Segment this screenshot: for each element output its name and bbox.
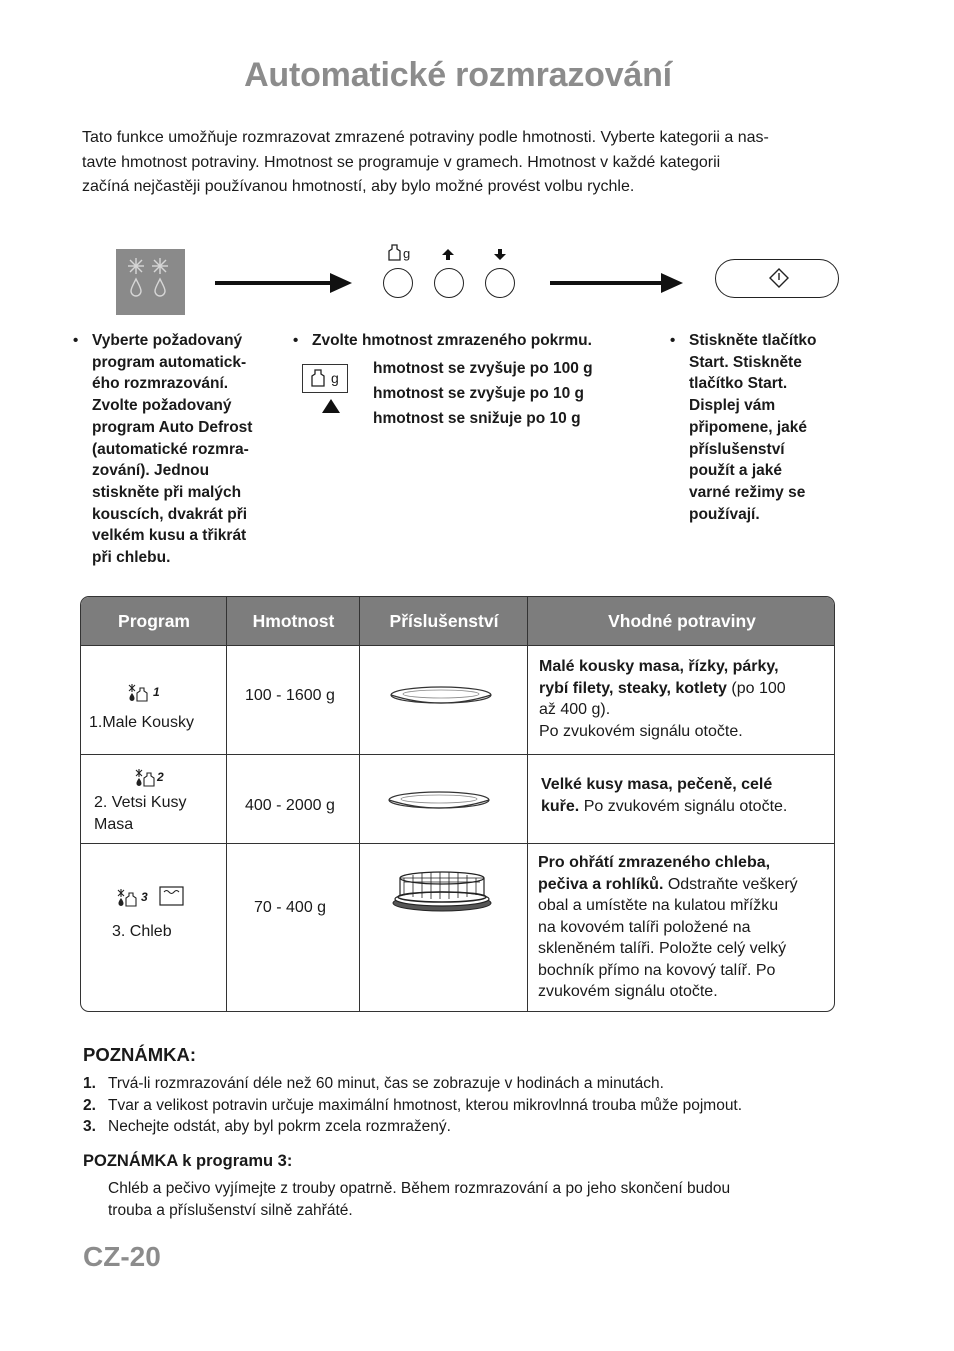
- food-text: bochník přímo na kovový talíř. Po: [538, 961, 776, 979]
- header-accessory: Příslušenství: [389, 611, 499, 631]
- food-description: [541, 774, 787, 817]
- arrow-right-icon: [215, 281, 335, 285]
- down-arrow-icon: [494, 249, 506, 260]
- weight-down-button[interactable]: [485, 268, 515, 298]
- note-item: [83, 1075, 664, 1093]
- step-2-lines: [373, 356, 593, 431]
- step-line: použít a jaké: [689, 462, 783, 480]
- step-line: Vyberte požadovaný: [92, 332, 243, 349]
- bullet: •: [293, 332, 299, 349]
- step-line: program Auto Defrost: [92, 418, 253, 436]
- note-text: Trvá-li rozmrazování déle než 60 minut, čas se zobrazuje v hodinách a minutách.: [108, 1075, 664, 1092]
- program3-note-text: [108, 1178, 730, 1222]
- note-item: [83, 1118, 451, 1136]
- step-line: tlačítko Start.: [689, 375, 788, 393]
- food-text: Po zvukovém signálu otočte.: [539, 722, 743, 740]
- program-number: 2: [157, 770, 164, 784]
- header-food: Vhodné potraviny: [608, 611, 756, 631]
- food-text: Odstraňte veškerý: [663, 875, 798, 893]
- intro-paragraph: [82, 126, 842, 200]
- glass-tray-icon: [387, 790, 492, 812]
- intro-line: začíná nejčastěji používanou hmotností, aby bylo možné provést volbu rychle.: [82, 178, 635, 195]
- program-table: [80, 596, 835, 1012]
- food-text: až 400 g).: [539, 701, 611, 718]
- food-text: pečiva a rohlíků.: [538, 875, 664, 893]
- step-2-title: Zvolte hmotnost zmrazeného pokrmu.: [312, 332, 592, 349]
- weight-100g-button[interactable]: [383, 268, 413, 298]
- food-text: skleněném talíři. Položte celý velký: [538, 940, 787, 957]
- intro-line: Tato funkce umožňuje rozmrazovat zmrazené potraviny podle hmotnosti. Vyberte kategorii a nas-: [82, 129, 769, 146]
- auto-defrost-button[interactable]: [116, 249, 185, 315]
- step-line: velkém kusu a třikrát: [92, 527, 247, 545]
- oven-icon: [159, 886, 184, 906]
- bullet: •: [73, 332, 79, 349]
- step-line: Displej vám: [689, 397, 776, 415]
- step-line: hmotnost se zvyšuje po 100 g: [373, 360, 593, 377]
- food-text: Velké kusy masa, pečeně, celé: [541, 776, 773, 793]
- step-line: kouscích, dvakrát při: [92, 505, 248, 523]
- table-header: [81, 597, 834, 645]
- intro-line: tavte hmotnost potraviny. Hmotnost se programuje v gramech. Hmotnost v každé kategorii: [82, 153, 721, 171]
- step-3-text: [689, 330, 817, 525]
- arrowhead-icon: [330, 273, 352, 293]
- arrowhead-icon: [661, 273, 683, 293]
- program-name-line: Masa: [94, 815, 134, 833]
- step-line: hmotnost se snižuje po 10 g: [373, 410, 581, 427]
- program-name-line: 2. Vetsi Kusy: [94, 794, 187, 811]
- food-text: (po 100: [726, 679, 786, 697]
- defrost-program-icon: [135, 769, 165, 792]
- step-line: stiskněte při malých: [92, 483, 242, 501]
- step-line: Stiskněte tlačítko: [689, 332, 817, 349]
- food-text: kuře.: [541, 797, 580, 815]
- food-text: Pro ohřátí zmrazeného chleba,: [538, 854, 771, 871]
- program-number: 1: [153, 685, 160, 699]
- note-heading: POZNÁMKA:: [83, 1044, 197, 1065]
- weight-range: 400 - 2000 g: [245, 797, 335, 814]
- step-line: Start. Stiskněte: [689, 353, 802, 371]
- step-line: Zvolte požadovaný: [92, 397, 232, 415]
- table-row: [81, 646, 226, 754]
- step-line: připomene, jaké: [689, 418, 808, 436]
- defrost-program-icon: [117, 889, 147, 912]
- program-name: [94, 792, 187, 835]
- step-line: používají.: [689, 505, 760, 523]
- program-number: 3: [141, 890, 148, 904]
- table-row: [81, 755, 226, 843]
- step-line: hmotnost se zvyšuje po 10 g: [373, 385, 585, 402]
- step-line: při chlebu.: [92, 549, 171, 567]
- program-name: 3. Chleb: [112, 923, 172, 940]
- glass-tray-icon: [389, 685, 494, 707]
- step-1-text: [92, 330, 252, 569]
- weight-unit-label: g: [331, 370, 339, 386]
- note-number: 1.: [83, 1075, 96, 1092]
- up-arrow-icon: [442, 249, 454, 260]
- weight-range: 70 - 400 g: [254, 899, 327, 916]
- note-item: [83, 1097, 742, 1115]
- step-line: příslušenství: [689, 440, 785, 458]
- arrow-right-icon: [550, 281, 666, 285]
- note-text: Nechejte odstát, aby byl pokrm zcela rozmražený.: [108, 1118, 451, 1135]
- start-icon: [769, 268, 789, 288]
- weight-unit-label: g: [403, 246, 411, 261]
- food-description: [539, 656, 786, 742]
- header-weight: Hmotnost: [252, 611, 335, 631]
- food-text: na kovovém talíři položené na: [538, 918, 751, 936]
- step-line: program automatick-: [92, 353, 247, 371]
- food-text: rybí filety, steaky, kotlety: [539, 679, 727, 697]
- note-number: 2.: [83, 1097, 96, 1114]
- step-line: varné režimy se: [689, 483, 806, 501]
- note-line: trouba a příslušenství silně zahřáté.: [108, 1202, 353, 1219]
- note-line: Chléb a pečivo vyjímejte z trouby opatrně. Během rozmrazování a po jeho skončení budou: [108, 1180, 731, 1197]
- snowflake-drop-icon: [116, 249, 185, 315]
- up-triangle-icon: [322, 399, 340, 413]
- note-number: 3.: [83, 1118, 96, 1135]
- page-number: CZ-20: [83, 1241, 161, 1272]
- weight-button-symbol: [302, 364, 348, 393]
- page-title: Automatické rozmrazování: [244, 56, 672, 94]
- food-text: Malé kousky masa, řízky, párky,: [539, 658, 779, 675]
- program-name: 1.Male Kousky: [89, 714, 194, 731]
- food-text: zvukovém signálu otočte.: [538, 983, 718, 1000]
- food-text: obal a umístěte na kulatou mřížku: [538, 897, 779, 914]
- note-text: Tvar a velikost potravin určuje maximální hmotnost, kterou mikrovlnná trouba může pojmout.: [108, 1097, 743, 1114]
- start-button[interactable]: [715, 259, 839, 298]
- step-line: ého rozmrazování.: [92, 375, 229, 393]
- weight-icon: [311, 369, 325, 387]
- bullet: •: [670, 332, 676, 349]
- wire-rack-tray-icon: [391, 869, 493, 914]
- table-row: [81, 844, 226, 1012]
- step-line: zování). Jednou: [92, 462, 210, 480]
- defrost-program-icon: [128, 684, 158, 707]
- weight-range: 100 - 1600 g: [245, 687, 335, 704]
- food-description: [538, 852, 798, 1003]
- program3-note-heading: POZNÁMKA k programu 3:: [83, 1152, 293, 1170]
- weight-icon: [388, 244, 401, 261]
- weight-up-button[interactable]: [434, 268, 464, 298]
- food-text: Po zvukovém signálu otočte.: [579, 797, 788, 815]
- header-program: Program: [118, 611, 190, 631]
- step-line: (automatické rozmra-: [92, 440, 249, 458]
